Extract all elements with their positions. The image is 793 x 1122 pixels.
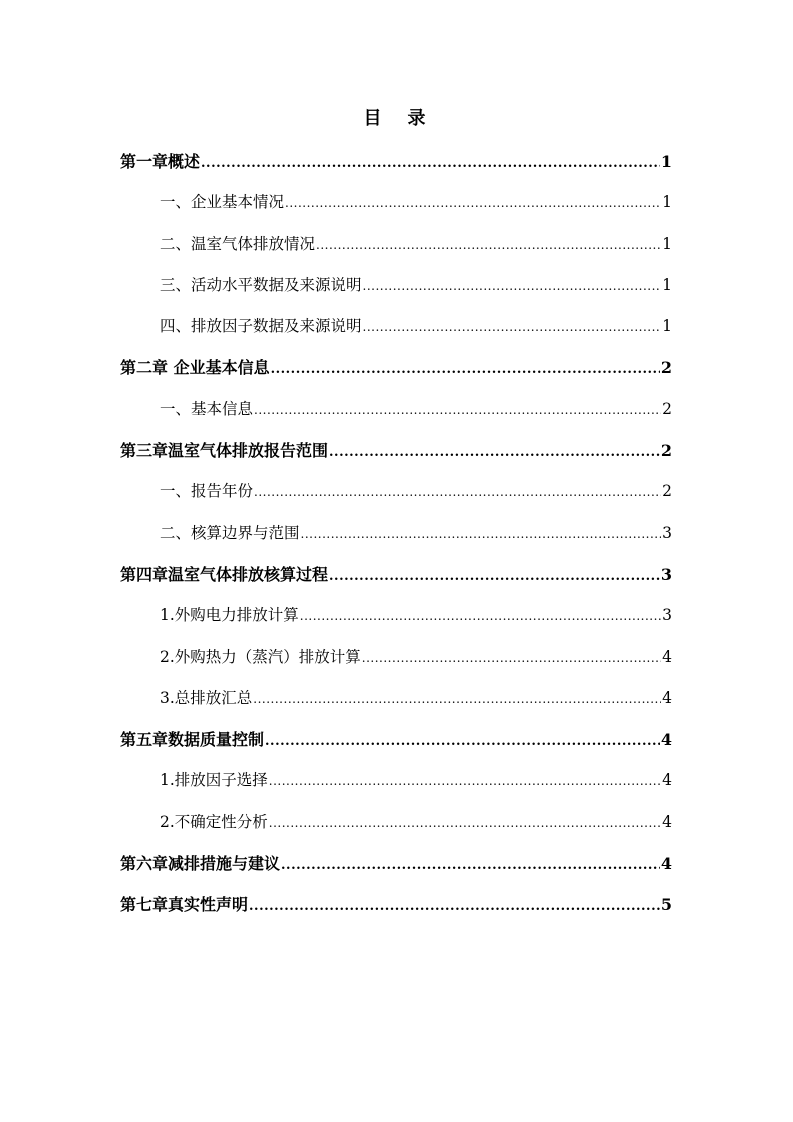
toc-page-number: 4 <box>660 854 672 874</box>
toc-entry-text: 第三章温室气体排放报告范围 <box>120 441 329 461</box>
toc-dot-leader <box>300 595 661 637</box>
toc-dot-leader <box>249 884 660 927</box>
toc-entry-text: 三、活动水平数据及来源说明 <box>160 275 362 294</box>
toc-entry-text: 2.外购热力（蒸汽）排放计算 <box>160 647 361 666</box>
toc-entry-text: 第六章减排措施与建议 <box>120 854 281 874</box>
toc-entry-text: 2.不确定性分析 <box>160 812 268 831</box>
toc-dot-leader <box>363 306 662 348</box>
toc-entry-text: 1.外购电力排放计算 <box>160 606 299 625</box>
toc-page-number: 2 <box>660 441 672 461</box>
toc-entry[interactable] <box>120 224 672 265</box>
toc-dot-leader <box>329 430 660 473</box>
toc-entry-text: 一、基本信息 <box>160 399 254 418</box>
toc-dot-leader <box>316 224 661 266</box>
toc-page-number: 3 <box>662 523 672 542</box>
toc-entry[interactable] <box>120 471 672 512</box>
toc-entry[interactable] <box>120 182 672 223</box>
toc-page-number: 3 <box>660 564 672 584</box>
toc-dot-leader <box>254 471 661 513</box>
toc-entry-text: 一、企业基本情况 <box>160 193 285 212</box>
toc-page-number: 4 <box>662 688 672 707</box>
toc-dot-leader <box>253 678 661 720</box>
toc-page-number: 4 <box>660 730 672 750</box>
toc-page-number: 1 <box>662 193 672 212</box>
toc-dot-leader <box>271 347 660 390</box>
toc-entry[interactable] <box>120 389 672 430</box>
toc-dot-leader <box>363 265 662 307</box>
toc-entry[interactable] <box>120 884 672 925</box>
toc-title: 目 录 <box>363 108 430 129</box>
toc-page-number: 3 <box>662 606 672 625</box>
toc-dot-leader <box>301 513 662 555</box>
toc-dot-leader <box>265 719 660 762</box>
toc-entry[interactable] <box>120 513 672 554</box>
toc-entry[interactable] <box>120 141 672 182</box>
toc-entry[interactable] <box>120 347 672 388</box>
toc-page-number: 1 <box>660 152 672 171</box>
toc-page-number: 1 <box>662 317 672 336</box>
toc-dot-leader <box>269 802 661 844</box>
toc-entry[interactable] <box>120 637 672 678</box>
toc-entry-text: 一、报告年份 <box>160 482 254 501</box>
toc-entry[interactable] <box>120 678 672 719</box>
toc-entry-text: 3.总排放汇总 <box>160 688 253 707</box>
toc-entry-text: 第二章 企业基本信息 <box>120 358 270 378</box>
toc-dot-leader <box>254 389 661 431</box>
toc-entry-text: 第五章数据质量控制 <box>120 730 265 750</box>
toc-entry-text: 第四章温室气体排放核算过程 <box>120 564 329 584</box>
toc-page-number: 4 <box>662 812 672 831</box>
toc-dot-leader <box>285 182 661 224</box>
toc-dot-leader <box>362 637 661 679</box>
toc-entry-text: 第一章概述 <box>120 152 201 171</box>
toc-page-number: 2 <box>662 399 672 418</box>
toc-dot-leader <box>329 554 660 597</box>
toc-dot-leader <box>281 843 660 886</box>
toc-entry-text: 二、温室气体排放情况 <box>160 234 316 253</box>
toc-entry[interactable] <box>120 265 672 306</box>
toc-dot-leader <box>269 760 661 802</box>
toc-entry-text: 四、排放因子数据及来源说明 <box>160 317 362 336</box>
toc-page-number: 1 <box>662 275 672 294</box>
toc-entry[interactable] <box>120 554 672 595</box>
toc-page-number: 4 <box>662 771 672 790</box>
toc-entry[interactable] <box>120 306 672 347</box>
toc-dot-leader <box>201 141 660 184</box>
toc-entry[interactable] <box>120 760 672 801</box>
toc-page-number: 1 <box>662 234 672 253</box>
toc-page-number: 4 <box>662 647 672 666</box>
toc-page-number: 2 <box>662 482 672 501</box>
toc-page-number: 5 <box>660 895 672 915</box>
toc-entry[interactable] <box>120 802 672 843</box>
toc-entry-text: 第七章真实性声明 <box>120 895 249 915</box>
toc-entry[interactable] <box>120 595 672 636</box>
toc-entry[interactable] <box>120 430 672 471</box>
toc-page-number: 2 <box>660 358 672 378</box>
toc-entry[interactable] <box>120 843 672 884</box>
toc-list <box>120 141 672 926</box>
toc-entry[interactable] <box>120 719 672 760</box>
toc-entry-text: 1.排放因子选择 <box>160 771 268 790</box>
toc-entry-text: 二、核算边界与范围 <box>160 523 300 542</box>
